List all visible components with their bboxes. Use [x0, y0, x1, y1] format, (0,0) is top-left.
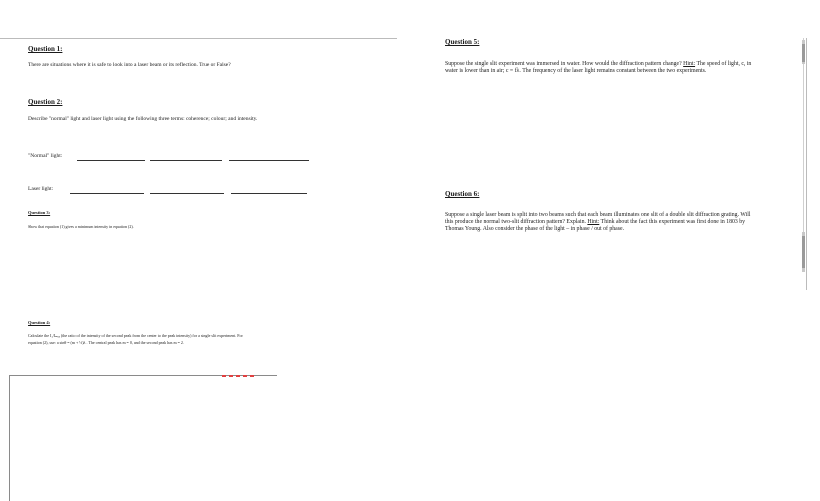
laser-light-answer-line-2[interactable] — [150, 193, 224, 194]
question-5-title: Question 5: — [445, 38, 480, 46]
question-4-text: Calculate the I₁/Iₘₐₓ (the ratio of the intensity of the second peak from the center to the peak intensity) for a single slit experiment. For equation (2), use: a sinθ = (m + ½)λ . The central peak has m = 0, and the second peak has m = 2. — [28, 333, 243, 345]
laser-light-label: Laser light: — [28, 186, 54, 192]
red-dash-mark — [222, 375, 256, 377]
normal-light-answer-line-2[interactable] — [150, 160, 222, 161]
normal-light-answer-line-3[interactable] — [229, 160, 309, 161]
frame-top-line — [0, 38, 397, 39]
left-page-lower — [10, 205, 277, 375]
normal-light-label: "Normal" light: — [28, 153, 63, 159]
question-5-text-before-hint: Suppose the single slit experiment was immersed in water. How would the diffraction pattern change? — [445, 61, 682, 67]
question-6-hint-label: Hint: — [587, 219, 600, 226]
question-5-text — [445, 61, 755, 75]
question-1-text: There are situations where it is safe to look into a laser beam or its reflection. True or False? — [28, 62, 231, 68]
question-5-hint-label: Hint: — [683, 61, 696, 67]
question-6-text-before-hint: Suppose a single laser beam is split into two beams such that each beam illuminates one slit of a double slit diffraction grating. Will this produce the normal two-slit diffraction pattern? Explain. — [445, 212, 751, 226]
question-3-text: Show that equation (1) gives a minimum intensity in equation (2). — [28, 224, 134, 229]
frame-line-vertical — [9, 375, 10, 501]
scrollbar-thumb-bottom[interactable] — [802, 236, 805, 268]
question-1-title: Question 1: — [28, 45, 63, 53]
question-6-text-after-hint: Think about the fact this experiment was first done in 1803 by Thomas Young. Also consider the phase of the light – in phase / out of phase. — [445, 219, 746, 233]
question-2-text: Describe "normal" light and laser light using the following three terms: coherence; colour; and intensity. — [28, 116, 258, 122]
laser-light-answer-line-1[interactable] — [70, 193, 144, 194]
normal-light-answer-line-1[interactable] — [77, 160, 145, 161]
question-2-title: Question 2: — [28, 98, 63, 106]
question-6-title: Question 6: — [445, 190, 480, 198]
laser-light-answer-line-3[interactable] — [231, 193, 307, 194]
question-3-title: Question 3: — [28, 210, 51, 215]
question-6-text — [445, 212, 760, 234]
scrollbar-thumb-top[interactable] — [802, 44, 805, 62]
question-5-text-after-hint: The speed of light, c, in water is lower than in air; c = fλ. The frequency of the laser light remains constant between the two experiments. — [445, 61, 752, 75]
right-panel-frame-line — [806, 38, 807, 290]
question-4-title: Question 4: — [28, 320, 51, 325]
